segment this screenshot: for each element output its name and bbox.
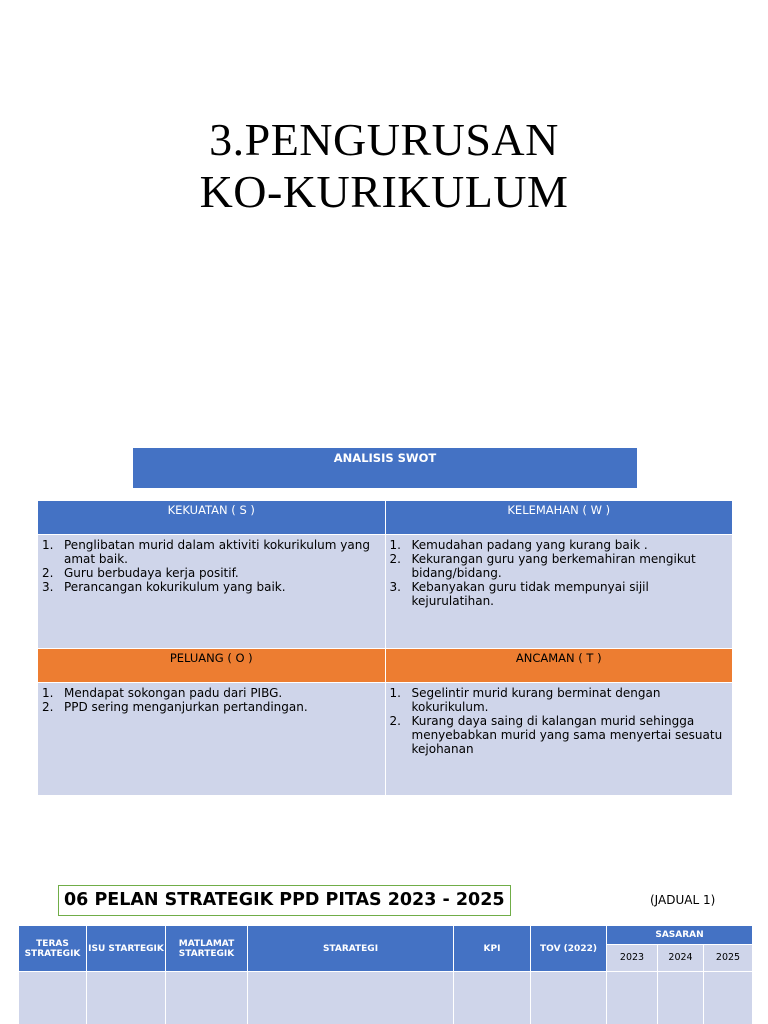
weaknesses-list	[390, 538, 729, 608]
table-cell	[248, 972, 454, 1024]
col-isu-strategik: ISU STARTEGIK	[87, 926, 166, 972]
list-item: 1. Mendapat sokongan padu dari PIBG.	[42, 686, 283, 700]
strengths-list	[42, 538, 381, 594]
table-row	[19, 972, 753, 1024]
table-cell	[166, 972, 248, 1024]
table-cell	[704, 972, 753, 1024]
threats-list	[390, 686, 729, 756]
opportunities-header: PELUANG ( O )	[38, 649, 386, 683]
slide-title	[0, 114, 768, 218]
threats-header: ANCAMAN ( T )	[385, 649, 733, 683]
strengths-header: KEKUATAN ( S )	[38, 501, 386, 535]
table-cell	[607, 972, 658, 1024]
list-item: 3. Kebanyakan guru tidak mempunyai sijil kejurulatihan.	[389, 580, 649, 608]
strengths-cell	[38, 535, 386, 649]
opportunities-list	[42, 686, 381, 714]
col-kpi: KPI	[454, 926, 531, 972]
table-caption: (JADUAL 1)	[650, 893, 716, 907]
slide-title-line2: KO-KURIKULUM	[199, 166, 569, 217]
col-strategi: STARATEGI	[248, 926, 454, 972]
swot-header: ANALISIS SWOT	[133, 448, 637, 488]
table-cell	[454, 972, 531, 1024]
opportunities-cell	[38, 683, 386, 796]
swot-table	[37, 500, 733, 796]
plan-title: 06 PELAN STRATEGIK PPD PITAS 2023 - 2025	[58, 885, 511, 916]
col-year-2024: 2024	[658, 945, 704, 972]
table-cell	[87, 972, 166, 1024]
table-cell	[531, 972, 607, 1024]
list-item: 2. PPD sering menganjurkan pertandingan.	[42, 700, 308, 714]
col-sasaran: SASARAN	[607, 926, 753, 945]
list-item: 2. Guru berbudaya kerja positif.	[42, 566, 239, 580]
col-year-2025: 2025	[704, 945, 753, 972]
table-cell	[19, 972, 87, 1024]
list-item: 1. Kemudahan padang yang kurang baik .	[389, 538, 648, 552]
col-teras-strategik: TERAS STRATEGIK	[19, 926, 87, 972]
col-year-2023: 2023	[607, 945, 658, 972]
list-item: 1. Penglibatan murid dalam aktiviti kokurikulum yang amat baik.	[42, 538, 370, 566]
list-item: 3. Perancangan kokurikulum yang baik.	[42, 580, 286, 594]
table-cell	[658, 972, 704, 1024]
slide-title-line1: 3.PENGURUSAN	[209, 114, 559, 165]
list-item: 1. Segelintir murid kurang berminat dengan kokurikulum.	[389, 686, 661, 714]
list-item: 2. Kurang daya saing di kalangan murid sehingga menyebabkan murid yang sama menyertai sesuatu kejohanan	[389, 714, 723, 756]
threats-cell	[385, 683, 733, 796]
list-item: 2. Kekurangan guru yang berkemahiran mengikut bidang/bidang.	[389, 552, 696, 580]
col-tov: TOV (2022)	[531, 926, 607, 972]
weaknesses-header: KELEMAHAN ( W )	[385, 501, 733, 535]
col-matlamat-strategik: MATLAMAT STARTEGIK	[166, 926, 248, 972]
weaknesses-cell	[385, 535, 733, 649]
strategic-plan-table	[18, 925, 753, 1024]
